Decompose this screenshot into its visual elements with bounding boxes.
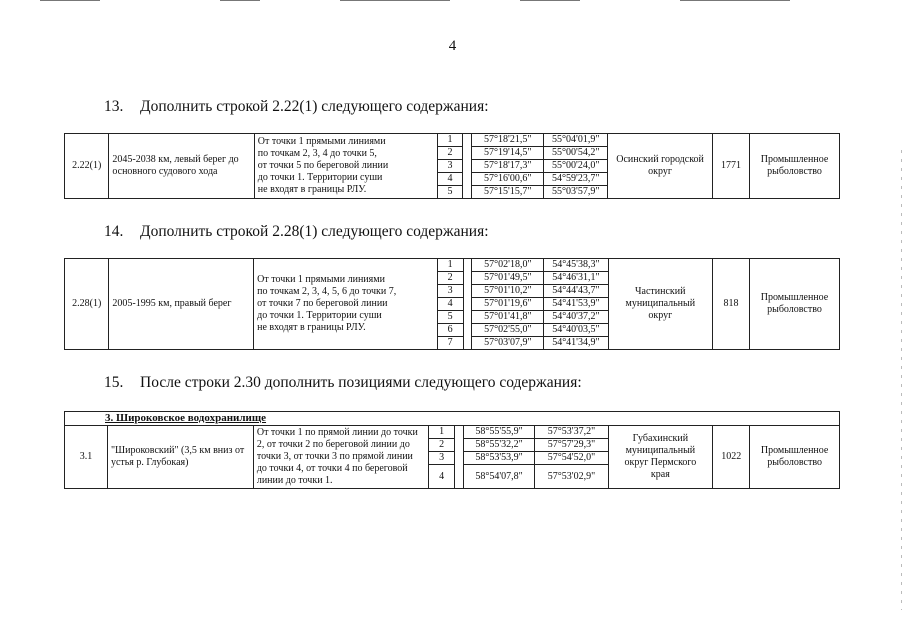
row-id: 2.22(1) bbox=[65, 134, 109, 199]
point-number: 2 bbox=[437, 147, 463, 160]
table-row-2-28-1 bbox=[64, 258, 840, 350]
longitude: 54°46'31,1" bbox=[544, 272, 608, 285]
description-line: от точки 5 по береговой линии bbox=[257, 160, 389, 171]
point-number: 4 bbox=[429, 465, 455, 489]
point-number: 3 bbox=[437, 285, 463, 298]
description-line: до точки 1. Территории суши bbox=[257, 310, 382, 321]
description-line: точки 3, от точки 3 по прямой линии bbox=[256, 451, 413, 463]
description-line: от точки 7 по береговой линии bbox=[257, 298, 388, 309]
latitude: 58°55'32,2" bbox=[463, 439, 535, 452]
longitude: 54°45'38,3" bbox=[544, 259, 608, 272]
boundary-description bbox=[254, 259, 437, 350]
longitude: 54°44'43,7" bbox=[544, 285, 608, 298]
location: 2045-2038 км, левый берег до основного судового хода bbox=[109, 134, 254, 199]
description-line: до точки 1. Территории суши bbox=[257, 172, 383, 183]
latitude: 57°01'10,2" bbox=[472, 285, 544, 298]
point-number: 1 bbox=[437, 134, 463, 147]
point-number: 5 bbox=[437, 186, 463, 199]
latitude: 57°16'00,6" bbox=[472, 173, 544, 186]
longitude: 54°41'53,9" bbox=[544, 298, 608, 311]
longitude: 55°03'57,9" bbox=[544, 186, 608, 199]
purpose: Промышленное рыболовство bbox=[750, 134, 840, 199]
section-heading-text: Дополнить строкой 2.28(1) следующего содержания: bbox=[140, 223, 489, 240]
description-line: не входят в границы РЛУ. bbox=[257, 322, 366, 333]
point-number: 4 bbox=[437, 173, 463, 186]
latitude: 57°15'15,7" bbox=[472, 186, 544, 199]
boundary-description bbox=[254, 134, 437, 199]
description-line: не входят в границы РЛУ. bbox=[257, 184, 367, 195]
point-number: 5 bbox=[437, 311, 463, 324]
code: 818 bbox=[713, 259, 750, 350]
column-gap bbox=[463, 259, 472, 350]
description-line: по точкам 2, 3, 4, 5, 6 до точки 7, bbox=[257, 286, 397, 297]
description-line: линии до точки 1. bbox=[256, 475, 333, 487]
point-number: 2 bbox=[437, 272, 463, 285]
scan-top-edge bbox=[40, 0, 860, 2]
longitude: 54°40'37,2" bbox=[544, 311, 608, 324]
latitude: 57°03'07,9" bbox=[472, 337, 544, 350]
table-row-2-22-1 bbox=[64, 133, 840, 199]
description-line: От точки 1 прямыми линиями bbox=[257, 136, 386, 147]
row-id: 3.1 bbox=[65, 426, 108, 489]
section-number: 14. bbox=[104, 223, 124, 240]
longitude: 55°04'01,9" bbox=[544, 134, 608, 147]
latitude: 57°01'49,5" bbox=[472, 272, 544, 285]
longitude: 55°00'54,2" bbox=[544, 147, 608, 160]
longitude: 54°41'34,9" bbox=[544, 337, 608, 350]
point-number: 7 bbox=[437, 337, 463, 350]
purpose: Промышленное рыболовство bbox=[750, 426, 840, 489]
boundary-description bbox=[253, 426, 428, 489]
latitude: 58°54'07,8" bbox=[463, 465, 535, 489]
description-line: по точкам 2, 3, 4 до точки 5, bbox=[257, 148, 377, 159]
latitude: 57°01'41,8" bbox=[472, 311, 544, 324]
description-line: до точки 4, от точки 4 по береговой bbox=[256, 463, 408, 475]
point-number: 1 bbox=[437, 259, 463, 272]
latitude: 57°02'55,0" bbox=[472, 324, 544, 337]
location: "Широковский" (3,5 км вниз от устья р. Глубокая) bbox=[107, 426, 253, 489]
latitude: 57°18'17,3" bbox=[472, 160, 544, 173]
code: 1022 bbox=[713, 426, 750, 489]
section-number: 15. bbox=[104, 374, 124, 391]
section-15-heading bbox=[104, 374, 582, 392]
point-number: 2 bbox=[429, 439, 455, 452]
section-13-heading bbox=[104, 98, 489, 116]
description-line: 2, от точки 2 по береговой линии до bbox=[256, 439, 410, 451]
longitude: 57°53'37,2" bbox=[535, 426, 608, 439]
longitude: 54°59'23,7" bbox=[544, 173, 608, 186]
purpose: Промышленное рыболовство bbox=[750, 259, 840, 350]
location: 2005-1995 км, правый берег bbox=[109, 259, 254, 350]
section-14-heading bbox=[104, 223, 489, 241]
latitude: 57°18'21,5" bbox=[472, 134, 544, 147]
municipality: Губахинский муниципальный округ Пермского края bbox=[608, 426, 713, 489]
longitude: 57°53'02,9" bbox=[535, 465, 608, 489]
point-number: 6 bbox=[437, 324, 463, 337]
section-number: 13. bbox=[104, 98, 124, 115]
code: 1771 bbox=[712, 134, 749, 199]
latitude: 58°53'53,9" bbox=[463, 452, 535, 465]
longitude: 57°54'52,0" bbox=[535, 452, 608, 465]
longitude: 57°57'29,3" bbox=[535, 439, 608, 452]
longitude: 55°00'24,0" bbox=[544, 160, 608, 173]
latitude: 58°55'55,9" bbox=[463, 426, 535, 439]
column-gap bbox=[463, 134, 472, 199]
table-row-3-1 bbox=[64, 411, 840, 489]
municipality: Частинский муниципальный округ bbox=[608, 259, 712, 350]
section-heading-text: Дополнить строкой 2.22(1) следующего содержания: bbox=[140, 98, 489, 115]
column-gap bbox=[454, 426, 463, 489]
description-line: От точки 1 прямыми линиями bbox=[257, 274, 385, 285]
row-id: 2.28(1) bbox=[65, 259, 109, 350]
point-number: 3 bbox=[437, 160, 463, 173]
table-section-title: 3. Широковское водохранилище bbox=[65, 412, 840, 426]
point-number: 4 bbox=[437, 298, 463, 311]
point-number: 3 bbox=[429, 452, 455, 465]
scan-margin-edge bbox=[901, 150, 902, 610]
page-number: 4 bbox=[448, 38, 457, 54]
section-heading-text: После строки 2.30 дополнить позициями следующего содержания: bbox=[140, 374, 582, 391]
municipality: Осинский городской округ bbox=[608, 134, 712, 199]
latitude: 57°01'19,6" bbox=[472, 298, 544, 311]
latitude: 57°19'14,5" bbox=[472, 147, 544, 160]
latitude: 57°02'18,0" bbox=[472, 259, 544, 272]
description-line: От точки 1 по прямой линии до точки bbox=[256, 427, 418, 439]
longitude: 54°40'03,5" bbox=[544, 324, 608, 337]
point-number: 1 bbox=[429, 426, 455, 439]
